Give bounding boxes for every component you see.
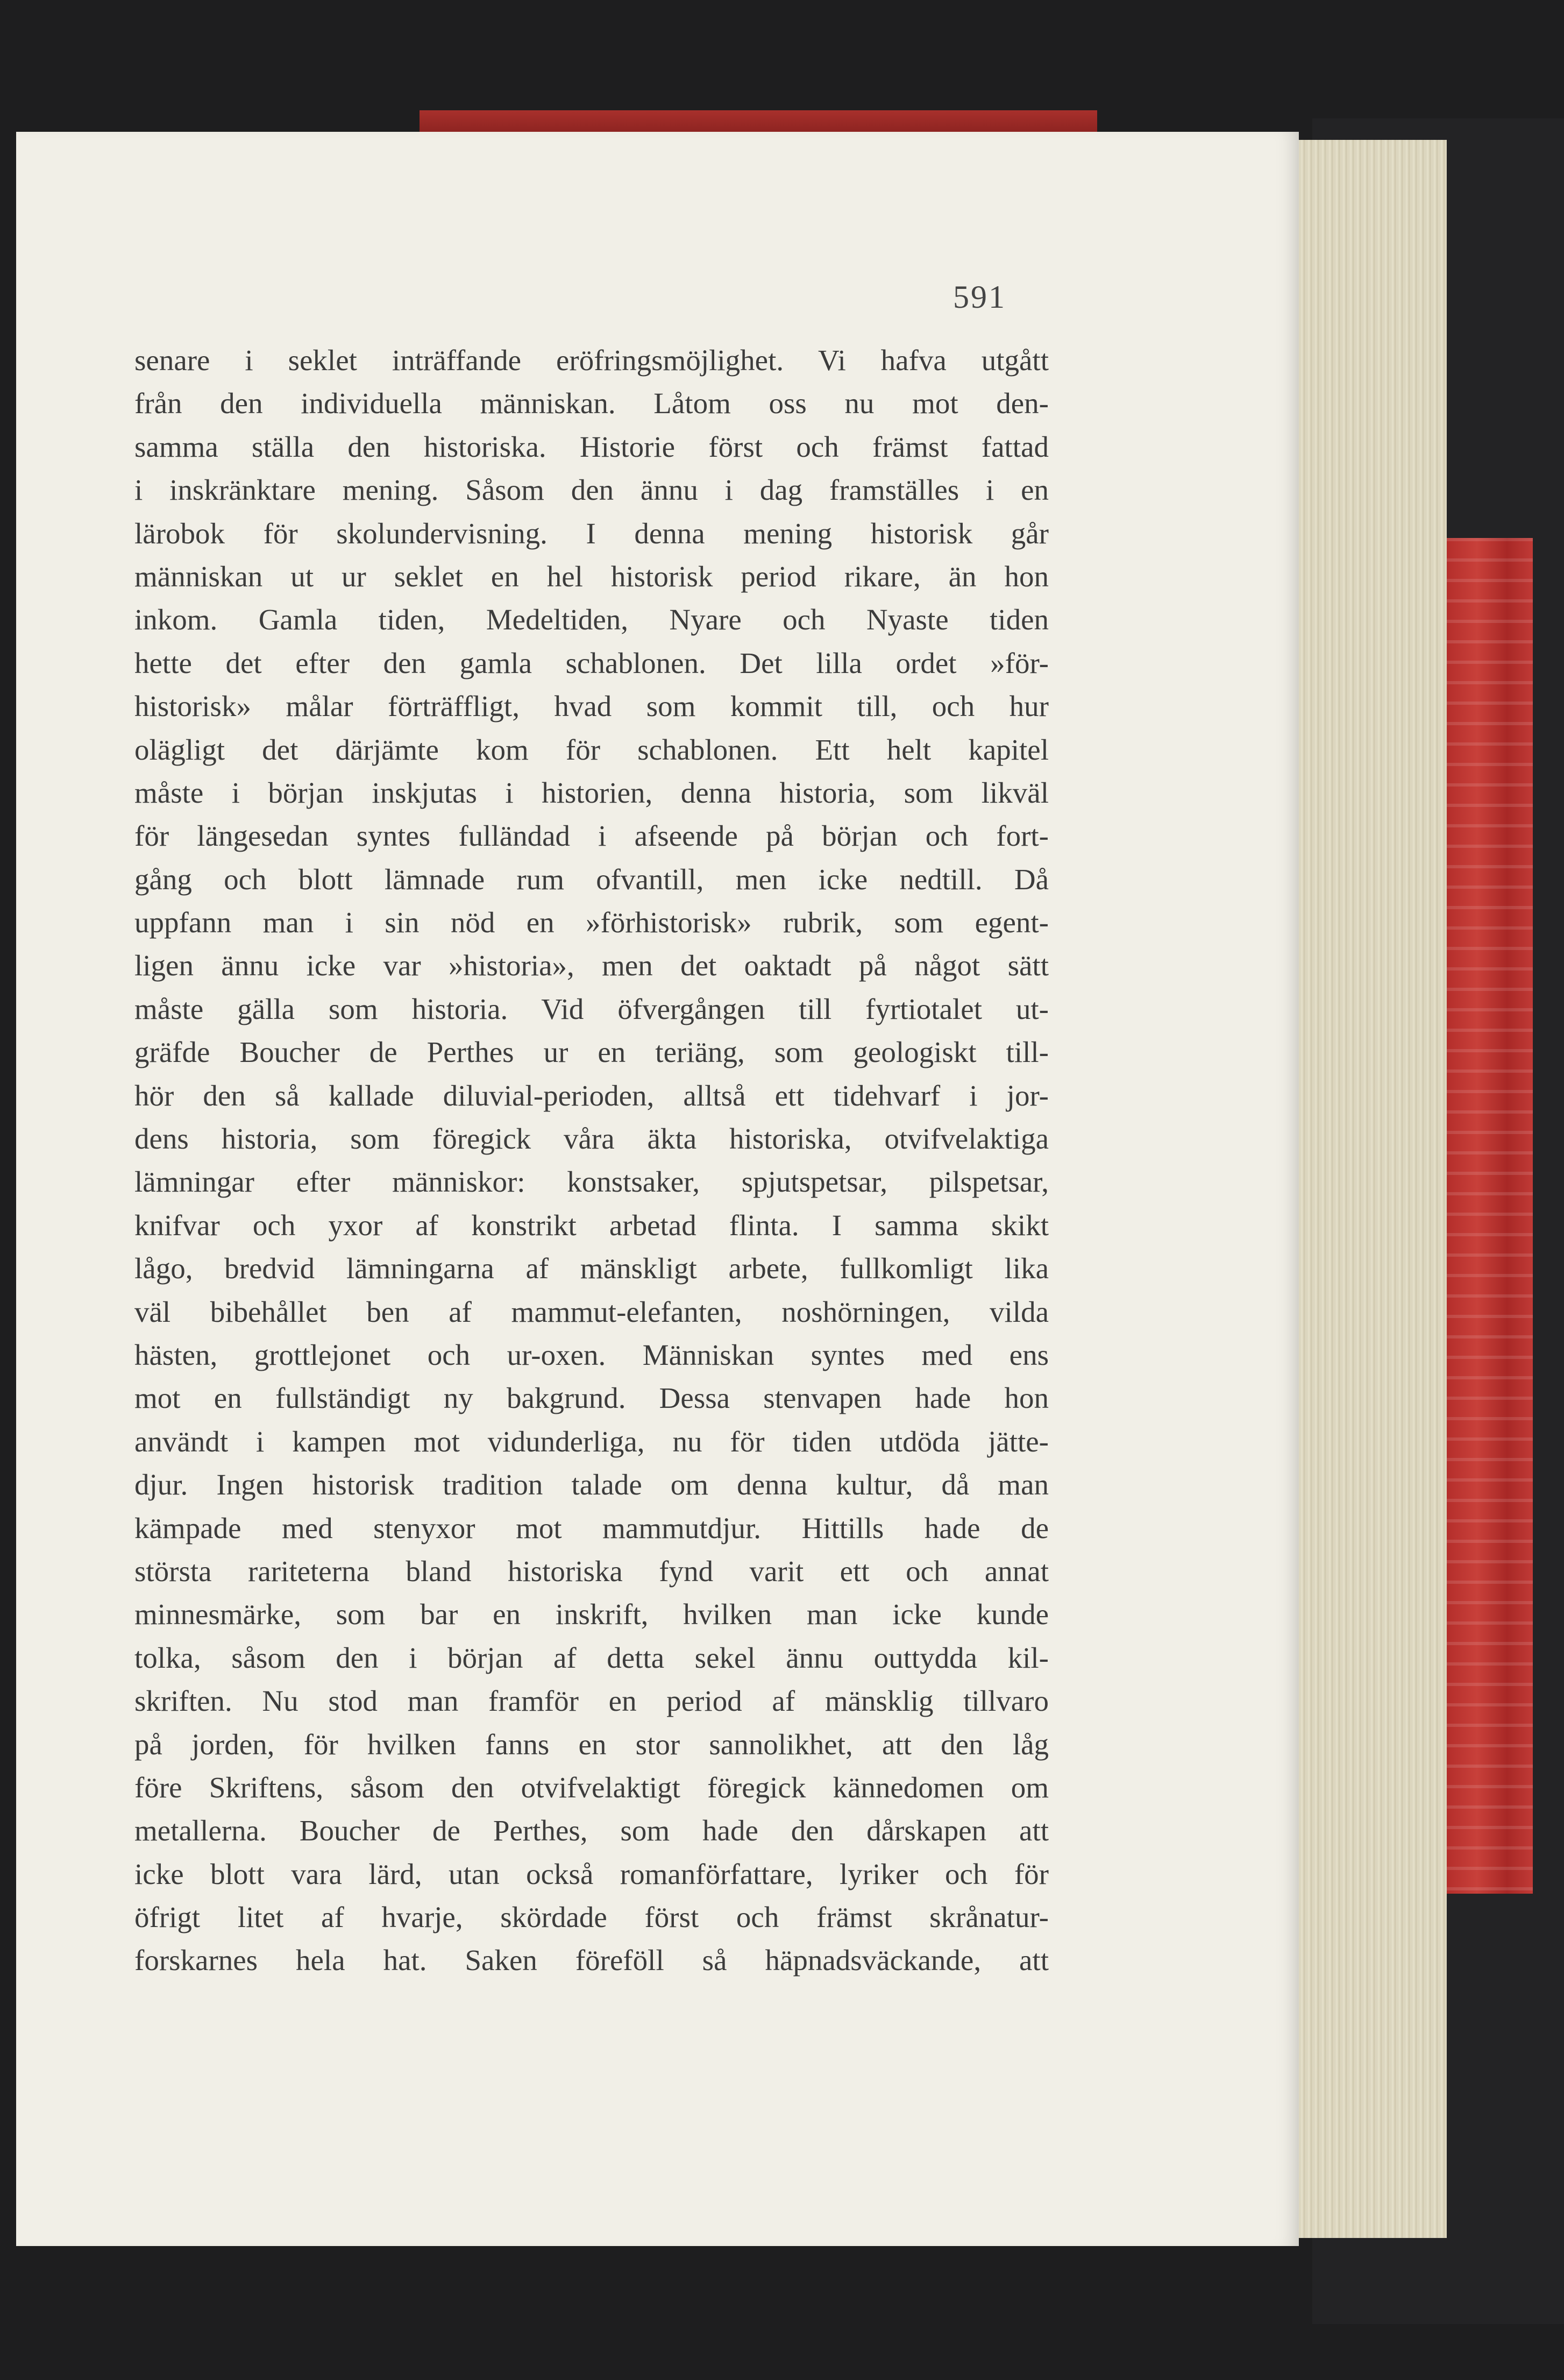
text-line: i inskränktare mening. Såsom den ännu i dag framställes i en [134,473,1049,507]
text-line: tolka, såsom den i början af detta sekel ännu outtydda kil- [134,1641,1049,1674]
text-line: olägligt det därjämte kom för schablonen. Ett helt kapitel [134,733,1049,766]
text-line: minnesmärke, som bar en inskrift, hvilken man icke kunde [134,1598,1049,1631]
text-line: största rariteterna bland historiska fynd varit ett och annat [134,1554,1049,1588]
text-line: lämningar efter människor: konstsaker, spjutspetsar, pilspetsar, [134,1165,1049,1199]
text-line: hette det efter den gamla schablonen. Det lilla ordet »för- [134,646,1049,679]
text-line: inkom. Gamla tiden, Medeltiden, Nyare och Nyaste tiden [134,603,1049,636]
text-line: före Skriftens, såsom den otvifvelaktigt föregick kännedomen om [134,1770,1049,1804]
text-line: lågo, bredvid lämningarna af mänskligt arbete, fullkomligt lika [134,1252,1049,1285]
text-line: lärobok för skolundervisning. I denna mening historisk går [134,516,1049,550]
text-line: forskarnes hela hat. Saken föreföll så häpnadsväckande, att [134,1944,1049,1977]
text-line: hästen, grottlejonet och ur-oxen. Människan syntes med ens [134,1338,1049,1371]
text-line: uppfann man i sin nöd en »förhistorisk» rubrik, som egent- [134,906,1049,939]
text-line: för längesedan syntes fulländad i afseende på början och fort- [134,819,1049,853]
text-line: icke blott vara lärd, utan också romanförfattare, lyriker och för [134,1857,1049,1890]
red-top-page-edge [420,110,1097,132]
text-line: historisk» målar förträffligt, hvad som kommit till, och hur [134,690,1049,723]
text-line: kämpade med stenyxor mot mammutdjur. Hittills hade de [134,1511,1049,1545]
text-line: djur. Ingen historisk tradition talade om denna kultur, då man [134,1468,1049,1501]
text-line: väl bibehållet ben af mammut-elefanten, noshörningen, vilda [134,1295,1049,1328]
text-line: dens historia, som föregick våra äkta historiska, otvifvelaktiga [134,1122,1049,1156]
page-stack-edge [1285,140,1447,2238]
red-marbled-cover-edge [1447,538,1533,1894]
text-line: gräfde Boucher de Perthes ur en teriäng, som geologiskt till- [134,1036,1049,1069]
text-line: från den individuella människan. Låtom oss nu mot den- [134,387,1049,420]
text-line: på jorden, för hvilken fanns en stor sannolikhet, att den låg [134,1727,1049,1761]
text-line: öfrigt litet af hvarje, skördade först och främst skrånatur- [134,1901,1049,1934]
text-line: användt i kampen mot vidunderliga, nu för tiden utdöda jätte- [134,1425,1049,1458]
text-line: ligen ännu icke var »historia», men det oaktadt på något sätt [134,949,1049,982]
text-line: knifvar och yxor af konstrikt arbetad flinta. I samma skikt [134,1208,1049,1242]
text-line: människan ut ur seklet en hel historisk period rikare, än hon [134,559,1049,593]
text-line: gång och blott lämnade rum ofvantill, men icke nedtill. Då [134,862,1049,896]
text-line: samma ställa den historiska. Historie först och främst fattad [134,430,1049,463]
text-line: måste i början inskjutas i historien, denna historia, som likväl [134,776,1049,809]
text-line: senare i seklet inträffande eröfringsmöjlighet. Vi hafva utgått [134,344,1049,377]
text-line: måste gälla som historia. Vid öfvergången till fyrtiotalet ut- [134,992,1049,1025]
text-line: skriften. Nu stod man framför en period af mänsklig tillvaro [134,1684,1049,1718]
page-number: 591 [953,279,1006,315]
body-text [134,339,1049,1982]
text-line: mot en fullständigt ny bakgrund. Dessa stenvapen hade hon [134,1382,1049,1415]
text-line: hör den så kallade diluvial-perioden, alltså ett tidehvarf i jor- [134,1079,1049,1112]
text-line: metallerna. Boucher de Perthes, som hade den dårskapen att [134,1814,1049,1847]
